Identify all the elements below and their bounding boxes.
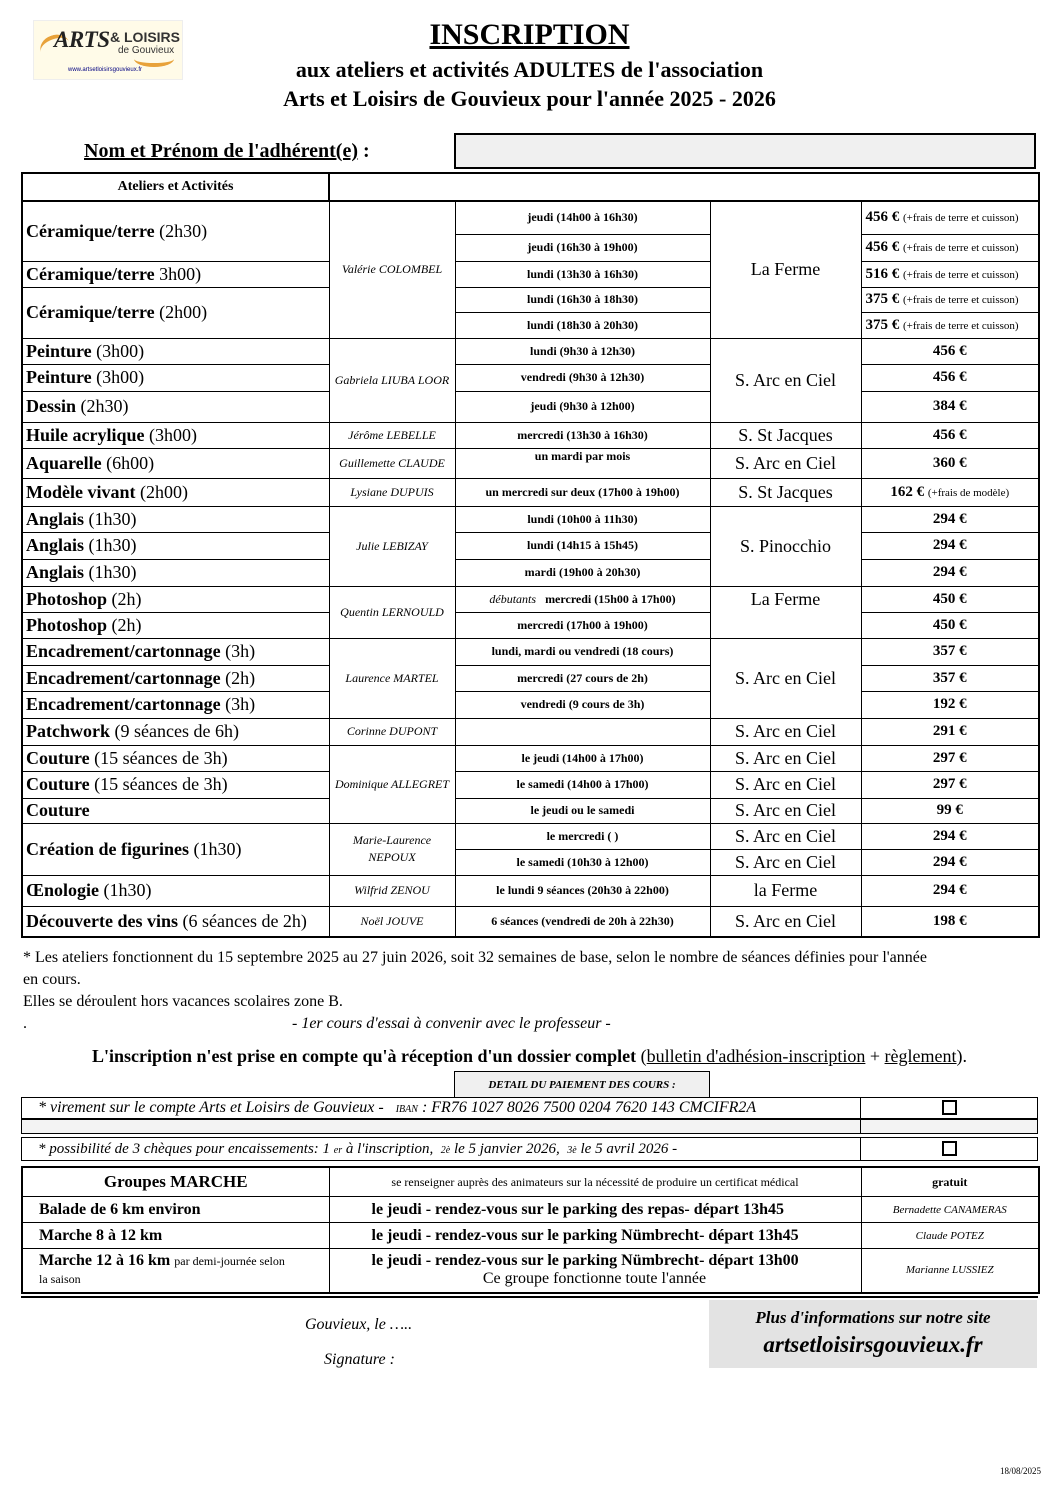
price-extra: (+frais de terre et cuisson) bbox=[903, 242, 1019, 254]
marche-row-leader: Marianne LUSSIEZ bbox=[861, 1249, 1039, 1293]
price bbox=[861, 906, 1039, 937]
table-row bbox=[22, 691, 1039, 718]
cheques-checkbox[interactable] bbox=[942, 1141, 957, 1156]
activity-name bbox=[22, 718, 329, 745]
virement-checkbox-cell bbox=[860, 1097, 1038, 1119]
condition-plus: + bbox=[865, 1046, 885, 1066]
logo-gouvieux: de Gouvieux bbox=[118, 45, 175, 56]
price bbox=[861, 532, 1039, 559]
note-dates-cont: en cours. bbox=[23, 971, 81, 988]
logo-loisirs: & LOISIRS bbox=[110, 29, 181, 45]
marche-name-small: par demi-journée selon bbox=[174, 1254, 285, 1269]
price-value: 456 € bbox=[932, 369, 967, 385]
activity-label: Encadrement/cartonnage bbox=[26, 694, 221, 714]
price-value: 297 € bbox=[932, 749, 967, 766]
activity-label: Encadrement/cartonnage bbox=[26, 641, 221, 661]
activity-duration: (3h) bbox=[225, 641, 256, 661]
activity-name bbox=[22, 612, 329, 638]
location: S. St Jacques bbox=[710, 478, 861, 506]
activity-name bbox=[22, 448, 329, 478]
activity-name bbox=[22, 287, 329, 338]
activity-duration: (2h) bbox=[111, 588, 142, 609]
price bbox=[861, 478, 1039, 506]
price-value: 294 € bbox=[932, 564, 967, 580]
table-header-blank bbox=[329, 173, 1039, 201]
price bbox=[861, 798, 1039, 823]
table-row bbox=[22, 201, 1039, 234]
location: S. St Jacques bbox=[710, 422, 861, 448]
location: S. Arc en Ciel bbox=[710, 771, 861, 798]
marche-row-desc: le jeudi - rendez-vous sur le parking des repas- départ 13h45 bbox=[329, 1197, 861, 1223]
name-label-text: Nom et Prénom de l'adhérent(e) bbox=[84, 140, 359, 162]
activity-label: Anglais bbox=[26, 562, 85, 582]
price-value: 297 € bbox=[932, 776, 967, 792]
marche-gratuit: gratuit bbox=[861, 1167, 1039, 1197]
activity-label: Huile acrylique bbox=[26, 424, 145, 445]
price bbox=[861, 559, 1039, 586]
teacher-name: Julie LEBIZAY bbox=[329, 506, 455, 586]
table-row bbox=[22, 532, 1039, 559]
table-row bbox=[22, 586, 1039, 612]
activity-label: Couture bbox=[26, 774, 90, 794]
iban-value: : FR76 1027 8026 7500 0204 7620 143 CMCIFR2A bbox=[421, 1099, 757, 1116]
teacher-name: Marie-Laurence NEPOUX bbox=[329, 823, 455, 875]
activity-name bbox=[22, 586, 329, 612]
table-row bbox=[22, 338, 1039, 364]
price-value: 456 € bbox=[932, 426, 967, 443]
marche-name-text: Marche 8 à 12 km bbox=[39, 1226, 163, 1244]
payment-virement bbox=[38, 1098, 756, 1118]
activity-name bbox=[22, 638, 329, 665]
activity-name bbox=[22, 691, 329, 718]
marche-desc-2: Ce groupe fonctionne toute l'année bbox=[482, 1270, 707, 1288]
table-row bbox=[22, 422, 1039, 448]
schedule: jeudi (9h30 à 12h00) bbox=[455, 391, 710, 422]
activity-duration: (6 séances de 2h) bbox=[182, 910, 307, 931]
cheques-er: er bbox=[333, 1145, 343, 1156]
signature-label: Signature : bbox=[324, 1351, 395, 1368]
activity-duration: (2h30) bbox=[80, 396, 129, 416]
price bbox=[861, 506, 1039, 532]
activities-table bbox=[21, 172, 1040, 938]
schedule-prefix: débutants bbox=[489, 591, 537, 606]
marche-row-leader: Bernadette CANAMERAS bbox=[861, 1197, 1039, 1223]
activity-name bbox=[22, 391, 329, 422]
activity-label: Peinture bbox=[26, 340, 92, 361]
price bbox=[861, 718, 1039, 745]
marche-row-desc bbox=[329, 1249, 861, 1293]
location: S. Arc en Ciel bbox=[710, 906, 861, 937]
schedule: lundi (10h00 à 11h30) bbox=[455, 506, 710, 532]
marche-name-small-2: la saison bbox=[39, 1272, 81, 1287]
activity-name bbox=[22, 532, 329, 559]
activity-name bbox=[22, 478, 329, 506]
price-extra: (+frais de terre et cuisson) bbox=[903, 268, 1019, 281]
payment-virement-row bbox=[21, 1097, 1038, 1119]
cheques-checkbox-cell bbox=[860, 1137, 1038, 1161]
schedule: le jeudi ou le samedi bbox=[455, 798, 710, 823]
activity-name bbox=[22, 559, 329, 586]
teacher-name: Valérie COLOMBEL bbox=[329, 201, 455, 338]
price-value: 294 € bbox=[932, 853, 967, 870]
price bbox=[861, 312, 1039, 338]
price-value: 294 € bbox=[932, 827, 967, 844]
table-header: Ateliers et Activités bbox=[22, 173, 329, 201]
note-essai: - 1er cours d'essai à convenir avec le professeur - bbox=[292, 1015, 611, 1032]
virement-checkbox[interactable] bbox=[942, 1100, 957, 1115]
location: S. Arc en Ciel bbox=[710, 638, 861, 718]
table-row bbox=[22, 478, 1039, 506]
location: S. Arc en Ciel bbox=[710, 798, 861, 823]
activity-label: Création de figurines bbox=[26, 838, 189, 859]
note-dot: . bbox=[23, 1015, 27, 1032]
price bbox=[861, 691, 1039, 718]
teacher-name: Lysiane DUPUIS bbox=[329, 478, 455, 506]
marche-name-text: Balade de 6 km environ bbox=[39, 1200, 201, 1218]
price-value: 456 € bbox=[865, 239, 900, 255]
activity-name bbox=[22, 201, 329, 261]
price bbox=[861, 823, 1039, 849]
activity-name bbox=[22, 798, 329, 823]
price-value: 294 € bbox=[932, 882, 967, 898]
table-row bbox=[22, 364, 1039, 391]
price bbox=[861, 665, 1039, 691]
activity-duration: 3h00) bbox=[159, 263, 202, 284]
activity-duration: (3h00) bbox=[96, 367, 145, 387]
activity-label: Peinture bbox=[26, 367, 92, 387]
condition-close: ). bbox=[956, 1046, 968, 1066]
virement-text: * virement sur le compte Arts et Loisirs de Gouvieux - bbox=[38, 1099, 384, 1116]
condition-open: ( bbox=[636, 1046, 647, 1066]
price-value: 450 € bbox=[932, 590, 967, 607]
activity-duration: (3h00) bbox=[149, 424, 197, 445]
gouvieux-date: Gouvieux, le ….. bbox=[305, 1316, 413, 1333]
page-subtitle: aux ateliers et activités ADULTES de l'association bbox=[295, 57, 764, 82]
schedule: 6 séances (vendredi de 20h à 22h30) bbox=[455, 906, 710, 937]
table-row bbox=[22, 506, 1039, 532]
price bbox=[861, 364, 1039, 391]
price-value: 294 € bbox=[932, 510, 967, 527]
teacher-name: Corinne DUPONT bbox=[329, 718, 455, 745]
activity-label: Patchwork bbox=[26, 721, 110, 741]
schedule: un mercredi sur deux (17h00 à 19h00) bbox=[455, 478, 710, 506]
activity-name bbox=[22, 261, 329, 287]
price-value: 198 € bbox=[932, 912, 967, 929]
activity-name bbox=[22, 823, 329, 875]
price bbox=[861, 234, 1039, 261]
name-field[interactable] bbox=[454, 133, 1036, 169]
location: la Ferme bbox=[710, 875, 861, 906]
activity-duration: (1h30) bbox=[193, 838, 242, 859]
schedule: le mercredi ( ) bbox=[455, 823, 710, 849]
name-label-colon: : bbox=[358, 140, 370, 162]
activity-label: Aquarelle bbox=[26, 452, 102, 473]
location: S. Arc en Ciel bbox=[710, 448, 861, 478]
activity-name bbox=[22, 906, 329, 937]
table-row bbox=[22, 771, 1039, 798]
price-value: 192 € bbox=[932, 696, 967, 712]
marche-table bbox=[21, 1166, 1040, 1294]
activity-duration: (2h00) bbox=[140, 481, 188, 502]
table-row bbox=[22, 718, 1039, 745]
marche-note: se renseigner auprès des animateurs sur la nécessité de produire un certificat médical bbox=[329, 1167, 861, 1197]
price-value: 357 € bbox=[932, 643, 967, 659]
activity-label: Couture bbox=[26, 747, 90, 768]
schedule: mercredi (27 cours de 2h) bbox=[455, 665, 710, 691]
location: S. Arc en Ciel bbox=[710, 849, 861, 875]
note-dates: * Les ateliers fonctionnent du 15 septembre 2025 au 27 juin 2026, soit 32 semaines de base, selon le nombre de séances définies pour l'année bbox=[23, 949, 927, 966]
note-vacances: Elles se déroulent hors vacances scolaires zone B. bbox=[23, 993, 343, 1010]
marche-row-name bbox=[22, 1223, 329, 1249]
schedule bbox=[455, 586, 710, 612]
schedule: un mardi par mois bbox=[455, 448, 710, 478]
activity-duration: (2h30) bbox=[159, 220, 208, 241]
activity-duration: (9 séances de 6h) bbox=[114, 721, 239, 741]
inscription-condition bbox=[0, 1046, 1059, 1067]
activity-duration: (1h30) bbox=[88, 535, 137, 555]
activity-duration: (2h00) bbox=[159, 302, 208, 322]
payment-cheques bbox=[38, 1138, 677, 1160]
table-row bbox=[22, 875, 1039, 906]
teacher-name: Wilfrid ZENOU bbox=[329, 875, 455, 906]
teacher-name: Noël JOUVE bbox=[329, 906, 455, 937]
marche-row-desc: le jeudi - rendez-vous sur le parking Nümbrecht- départ 13h45 bbox=[329, 1223, 861, 1249]
cheques-e3: 3è bbox=[567, 1145, 577, 1156]
price bbox=[861, 448, 1039, 478]
activity-duration: (6h00) bbox=[106, 452, 155, 473]
price-value: 456 € bbox=[865, 209, 900, 226]
marche-header: Groupes MARCHE bbox=[22, 1167, 329, 1197]
price-value: 384 € bbox=[932, 398, 967, 414]
marche-desc-text: le jeudi - rendez-vous sur le parking Nümbrecht- départ 13h00 bbox=[371, 1252, 799, 1270]
price-value: 360 € bbox=[932, 454, 967, 471]
price-value: 375 € bbox=[865, 291, 900, 307]
price-extra: (+frais de terre et cuisson) bbox=[903, 319, 1019, 332]
price bbox=[861, 338, 1039, 364]
schedule: mercredi (17h00 à 19h00) bbox=[455, 612, 710, 638]
name-label bbox=[84, 140, 370, 163]
schedule: vendredi (9h30 à 12h30) bbox=[455, 364, 710, 391]
price-value: 375 € bbox=[865, 316, 900, 333]
schedule: le jeudi (14h00 à 17h00) bbox=[455, 745, 710, 771]
price-value: 162 € bbox=[890, 483, 925, 500]
teacher-name: Jérôme LEBELLE bbox=[329, 422, 455, 448]
teacher-name: Quentin LERNOULD bbox=[329, 586, 455, 638]
activity-name bbox=[22, 771, 329, 798]
condition-bulletin: bulletin d'adhésion-inscription bbox=[646, 1046, 866, 1066]
activity-name bbox=[22, 506, 329, 532]
activity-name bbox=[22, 364, 329, 391]
location: La Ferme bbox=[710, 201, 861, 338]
location: La Ferme bbox=[710, 586, 861, 638]
price bbox=[861, 875, 1039, 906]
schedule: jeudi (14h00 à 16h30) bbox=[455, 201, 710, 234]
price-value: 450 € bbox=[932, 616, 967, 633]
price bbox=[861, 261, 1039, 287]
table-row bbox=[22, 612, 1039, 638]
page-subtitle-2: Arts et Loisirs de Gouvieux pour l'année 2025 - 2026 bbox=[283, 86, 776, 111]
activity-label: Anglais bbox=[26, 508, 85, 529]
teacher-name: Dominique ALLEGRET bbox=[329, 745, 455, 823]
activity-duration: (1h30) bbox=[88, 562, 137, 582]
schedule: le samedi (14h00 à 17h00) bbox=[455, 771, 710, 798]
schedule: vendredi (9 cours de 3h) bbox=[455, 691, 710, 718]
price bbox=[861, 201, 1039, 234]
cheques-d: le 5 avril 2026 - bbox=[580, 1141, 678, 1157]
price-value: 357 € bbox=[932, 669, 967, 686]
marche-row-name bbox=[22, 1249, 329, 1293]
schedule: le samedi (10h30 à 12h00) bbox=[455, 849, 710, 875]
price-value: 456 € bbox=[932, 342, 967, 359]
table-row bbox=[22, 638, 1039, 665]
activity-label: Encadrement/cartonnage bbox=[26, 667, 221, 688]
activity-label: Céramique/terre bbox=[26, 220, 155, 241]
price bbox=[861, 638, 1039, 665]
condition-reglement: règlement bbox=[884, 1046, 957, 1066]
payment-cheques-row bbox=[21, 1137, 1038, 1161]
condition-bold: L'inscription n'est prise en compte qu'à réception d'un dossier complet bbox=[91, 1046, 637, 1066]
price bbox=[861, 391, 1039, 422]
price bbox=[861, 287, 1039, 312]
activity-duration: (2h) bbox=[225, 667, 256, 688]
table-row bbox=[22, 261, 1039, 287]
activity-label: Céramique/terre bbox=[26, 302, 155, 322]
schedule: lundi (16h30 à 18h30) bbox=[455, 287, 710, 312]
schedule: lundi (9h30 à 12h30) bbox=[455, 338, 710, 364]
price bbox=[861, 849, 1039, 875]
table-row bbox=[22, 448, 1039, 478]
teacher-name: Laurence MARTEL bbox=[329, 638, 455, 718]
marche-row-leader: Claude POTEZ bbox=[861, 1223, 1039, 1249]
marche-name-text: Marche 12 à 16 km bbox=[39, 1252, 171, 1270]
schedule: lundi (14h15 à 15h45) bbox=[455, 532, 710, 559]
table-row bbox=[22, 798, 1039, 823]
price bbox=[861, 612, 1039, 638]
schedule: jeudi (16h30 à 19h00) bbox=[455, 234, 710, 261]
activity-name bbox=[22, 745, 329, 771]
info-box bbox=[709, 1300, 1037, 1368]
cheques-c: le 5 janvier 2026, bbox=[453, 1141, 560, 1157]
activity-label: Modèle vivant bbox=[26, 481, 136, 502]
location: S. Arc en Ciel bbox=[710, 745, 861, 771]
price bbox=[861, 422, 1039, 448]
logo-url: www.artsetloisirsgouvieux.fr bbox=[68, 67, 143, 73]
payment-header: DETAIL DU PAIEMENT DES COURS : bbox=[454, 1071, 710, 1098]
page-title: INSCRIPTION bbox=[429, 18, 630, 51]
activity-duration: (2h) bbox=[111, 614, 142, 635]
activity-label: Œnologie bbox=[26, 880, 100, 900]
logo-arts: ARTS bbox=[54, 27, 110, 52]
activity-duration: (3h) bbox=[225, 694, 256, 714]
cheques-a: * possibilité de 3 chèques pour encaissements: 1 bbox=[38, 1141, 331, 1157]
activity-name bbox=[22, 875, 329, 906]
schedule bbox=[455, 718, 710, 745]
schedule: mercredi (13h30 à 16h30) bbox=[455, 422, 710, 448]
schedule: lundi, mardi ou vendredi (18 cours) bbox=[455, 638, 710, 665]
location: S. Arc en Ciel bbox=[710, 718, 861, 745]
activity-label: Photoshop bbox=[26, 588, 108, 609]
table-row bbox=[22, 745, 1039, 771]
activity-label: Découverte des vins bbox=[26, 910, 178, 931]
activity-label: Dessin bbox=[26, 396, 77, 416]
teacher-name: Guillemette CLAUDE bbox=[329, 448, 455, 478]
info-line-1: Plus d'informations sur notre site bbox=[755, 1308, 991, 1327]
schedule: mardi (19h00 à 20h30) bbox=[455, 559, 710, 586]
activity-label: Couture bbox=[26, 800, 90, 820]
bottom-rule bbox=[21, 1296, 1038, 1298]
document-date: 18/08/2025 bbox=[999, 1466, 1041, 1476]
activity-name bbox=[22, 338, 329, 364]
location: S. Arc en Ciel bbox=[710, 823, 861, 849]
schedule: lundi (13h30 à 16h30) bbox=[455, 261, 710, 287]
iban-label: IBAN bbox=[395, 1104, 418, 1115]
teacher-name: Gabriela LIUBA LOOR bbox=[329, 338, 455, 422]
marche-row-name bbox=[22, 1197, 329, 1223]
activity-label: Céramique/terre bbox=[26, 263, 155, 284]
activity-name bbox=[22, 422, 329, 448]
payment-separator bbox=[21, 1119, 1038, 1134]
price bbox=[861, 745, 1039, 771]
location: S. Pinocchio bbox=[710, 506, 861, 586]
activity-duration: (15 séances de 3h) bbox=[94, 774, 228, 794]
activity-duration: (1h30) bbox=[88, 508, 137, 529]
price-extra: (+frais de terre et cuisson) bbox=[903, 212, 1019, 225]
price bbox=[861, 771, 1039, 798]
activity-name bbox=[22, 665, 329, 691]
schedule: lundi (18h30 à 20h30) bbox=[455, 312, 710, 338]
schedule-text: mercredi (15h00 à 17h00) bbox=[545, 591, 676, 606]
table-row bbox=[22, 906, 1039, 937]
table-row bbox=[22, 823, 1039, 849]
website-link[interactable]: artsetloisirsgouvieux.fr bbox=[763, 1332, 983, 1357]
activity-duration: (15 séances de 3h) bbox=[94, 747, 228, 768]
table-row bbox=[22, 287, 1039, 312]
activity-duration: (3h00) bbox=[96, 340, 145, 361]
payment-separator-line bbox=[860, 1119, 861, 1134]
table-row bbox=[22, 391, 1039, 422]
table-row bbox=[22, 665, 1039, 691]
price-extra: (+frais de modèle) bbox=[927, 486, 1010, 499]
activity-label: Photoshop bbox=[26, 614, 108, 635]
location: S. Arc en Ciel bbox=[710, 338, 861, 422]
price-value: 291 € bbox=[932, 723, 967, 739]
price-value: 99 € bbox=[936, 802, 963, 818]
table-row bbox=[22, 559, 1039, 586]
activity-label: Anglais bbox=[26, 535, 85, 555]
activity-duration: (1h30) bbox=[103, 880, 152, 900]
schedule: le lundi 9 séances (20h30 à 22h00) bbox=[455, 875, 710, 906]
price-value: 516 € bbox=[865, 265, 900, 282]
price bbox=[861, 586, 1039, 612]
price-extra: (+frais de terre et cuisson) bbox=[903, 294, 1019, 306]
price-value: 294 € bbox=[932, 537, 967, 553]
cheques-b: à l'inscription, bbox=[345, 1141, 434, 1157]
cheques-e2: 2è bbox=[440, 1145, 451, 1156]
